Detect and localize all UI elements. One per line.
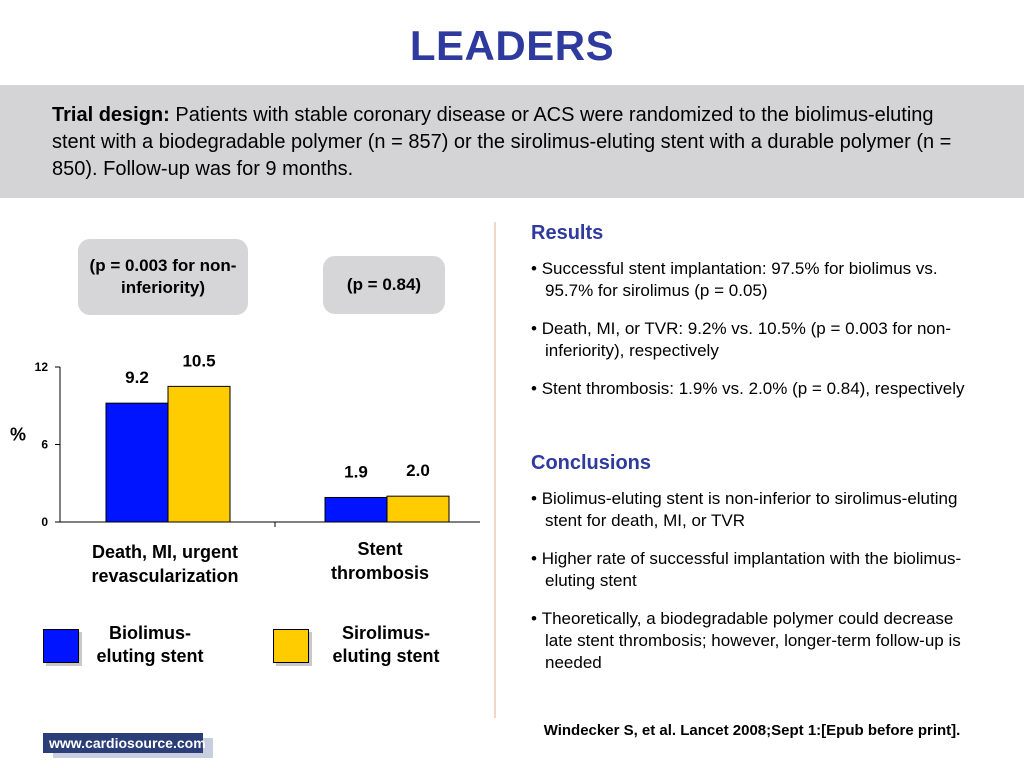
results-list [531,258,971,416]
y-tick-label: 12 [34,360,48,374]
trial-design-label: Trial design: [52,104,170,126]
category-label-stent-thrombosis: Stent thrombosis [330,539,429,583]
data-label: 10.5 [182,351,216,371]
bar [387,496,449,522]
conclusions-list [531,488,971,690]
legend-label-sirolimus: Sirolimus-eluting stent [332,623,440,666]
trial-design-body: Patients with stable coronary disease or ACS were randomized to the biolimus-eluting stent with a biodegradable polymer (n = 857) or the sirolimus-eluting stent with a durable polymer (n = 850). Follow-up was for 9 months. [52,104,952,180]
legend-label-biolimus: Biolimus-eluting stent [96,623,204,666]
slide-title: LEADERS [409,22,615,69]
results-bullet: • Death, MI, or TVR: 9.2% vs. 10.5% (p = 0.003 for non-inferiority), respectively [531,318,971,362]
pvalue-box-thrombosis: (p = 0.84) [323,256,445,314]
conclusions-heading: Conclusions [531,452,652,474]
bar-chart [0,340,490,540]
bar [325,497,387,522]
y-tick-label: 6 [41,437,48,452]
results-bullet: • Successful stent implantation: 97.5% for biolimus vs. 95.7% for sirolimus (p = 0.05) [531,258,971,302]
bar [168,386,230,522]
citation: Windecker S, et al. Lancet 2008;Sept 1:[Epub before print]. [543,722,961,739]
bar [106,403,168,522]
results-heading: Results [531,222,604,244]
category-label-death-mi: Death, MI, urgent revascularization [91,542,239,586]
trial-design-text [52,102,982,183]
conclusions-bullet: • Higher rate of successful implantation with the biolimus-eluting stent [531,548,971,592]
y-axis-label: % [9,424,27,445]
legend-swatch-sirolimus [273,629,309,663]
data-label: 2.0 [406,461,430,481]
data-label: 1.9 [344,462,368,482]
pvalue-box-primary: (p = 0.003 for non-inferiority) [78,239,248,315]
conclusions-bullet: • Biolimus-eluting stent is non-inferior to sirolimus-eluting stent for death, MI, or TVR [531,488,971,532]
results-bullet: • Stent thrombosis: 1.9% vs. 2.0% (p = 0.84), respectively [531,378,971,400]
data-label: 9.2 [125,368,149,388]
legend-swatch-biolimus [43,629,79,663]
cardiosource-logo[interactable]: www.cardiosource.com [43,733,203,753]
column-divider [494,222,496,718]
conclusions-bullet: • Theoretically, a biodegradable polymer could decrease late stent thrombosis; however, longer-term follow-up is needed [531,608,971,674]
y-tick-label: 0 [41,515,48,529]
